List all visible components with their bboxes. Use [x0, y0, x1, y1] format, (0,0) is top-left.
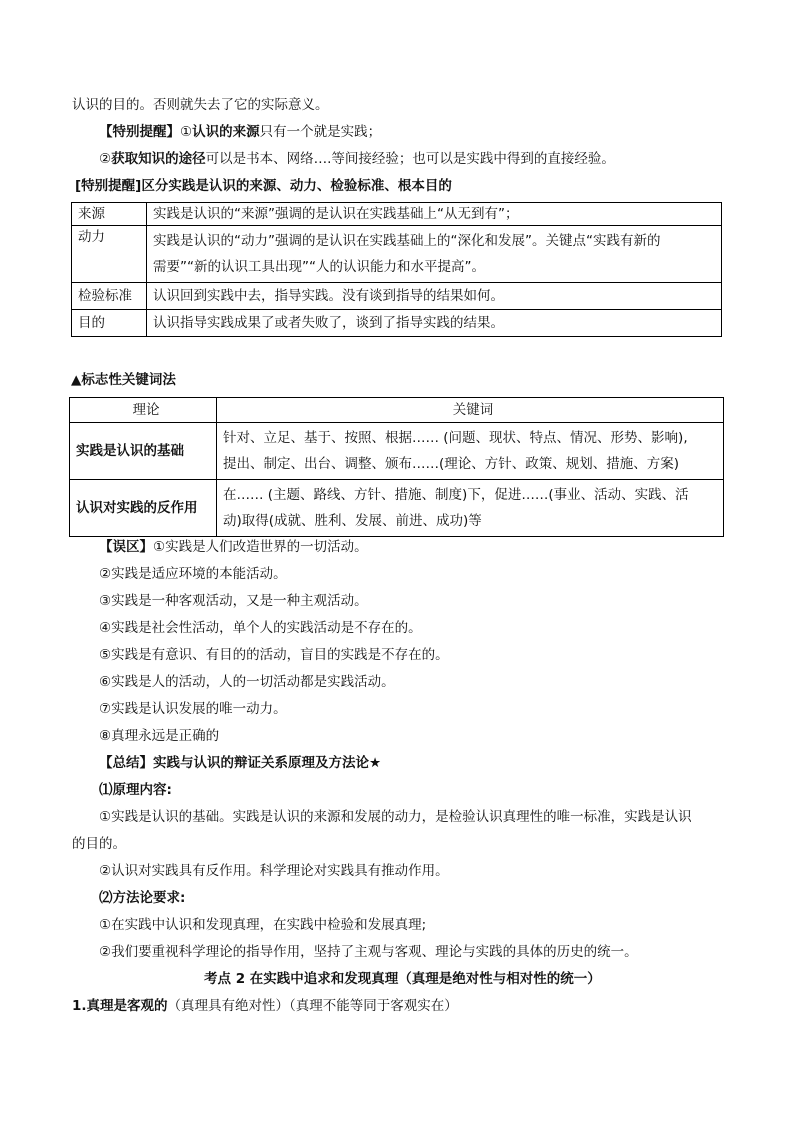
keyword-table	[69, 397, 724, 537]
table-row	[70, 480, 724, 537]
method-point-1: ①在实践中认识和发现真理，在实践中检验和发展真理;	[99, 917, 427, 933]
special-reminder-2: ②获取知识的途径可以是书本、网络….等间接经验；也可以是实践中得到的直接经验。	[99, 151, 615, 167]
table-value-cell: 实践是认识的“动力”强调的是认识在实践基础上的“深化和发展”。关键点“实践有新的 需要”“新的认识工具出现”“人的认识能力和水平提高”。	[147, 226, 722, 283]
column-header-keywords: 关键词	[217, 398, 724, 423]
table-value-cell: 实践是认识的“来源”强调的是认识在实践基础上“从无到有”；	[147, 203, 722, 226]
misconception-label: 【误区】	[99, 539, 153, 555]
distinguish-table	[71, 202, 722, 337]
special-reminder-1: 【特别提醒】①认识的来源只有一个就是实践；	[99, 124, 382, 140]
misconception-item: ⑧真理永远是正确的	[99, 728, 220, 744]
exam-point-heading: 考点 2 在实践中追求和发现真理（真理是绝对性与相对性的统一）	[204, 971, 601, 987]
table-key-cell: 认识对实践的反作用	[70, 480, 217, 537]
table-value-cell: 在…… (主题、路线、方针、措施、制度)下，促进……(事业、活动、实践、活 动)取得(成就、胜利、发展、前进、成功)等	[217, 480, 724, 537]
principle-heading: ⑴原理内容:	[99, 782, 172, 798]
misconception-item: ⑦实践是认识发展的唯一动力。	[99, 701, 287, 717]
table-value-cell: 认识回到实践中去，指导实践。没有谈到指导的结果如何。	[147, 283, 722, 310]
table-row	[72, 226, 722, 283]
table-key-cell: 实践是认识的基础	[70, 423, 217, 480]
table-value-cell: 认识指导实践成果了或者失败了，谈到了指导实践的结果。	[147, 310, 722, 337]
table-header-row	[70, 398, 724, 423]
column-header-theory: 理论	[70, 398, 217, 423]
table-row	[72, 310, 722, 337]
misconception-item: ④实践是社会性活动，单个人的实践活动是不存在的。	[99, 620, 422, 636]
misconception-item: ②实践是适应环境的本能活动。	[99, 566, 287, 582]
table-row	[70, 423, 724, 480]
table-key-cell: 来源	[72, 203, 147, 226]
misconception-item: ⑤实践是有意识、有目的的活动，盲目的实践是不存在的。	[99, 647, 449, 663]
method-point-2: ②我们要重视科学理论的指导作用，坚持了主观与客观、理论与实践的具体的历史的统一。	[99, 944, 638, 960]
misconception-item: ⑥实践是人的活动，人的一切活动都是实践活动。	[99, 674, 395, 690]
misconception-item: ③实践是一种客观活动，又是一种主观活动。	[99, 593, 368, 609]
reminder-label: 【特别提醒】	[99, 124, 180, 140]
summary-label: 【总结】	[99, 755, 153, 771]
principle-point-1-cont: 的目的。	[72, 836, 126, 852]
principle-point-1: ①实践是认识的基础。实践是认识的来源和发展的动力，是检验认识真理性的唯一标准，实践是认识	[99, 809, 692, 825]
table-row	[72, 203, 722, 226]
table-key-cell: 检验标准	[72, 283, 147, 310]
table-row	[72, 283, 722, 310]
table-value-cell: 针对、立足、基于、按照、根据…… (问题、现状、特点、情况、形势、影响), 提出、制定、出台、调整、颁布……(理论、方针、政策、规划、措施、方案)	[217, 423, 724, 480]
point-1-heading: 1.真理是客观的（真理具有绝对性）（真理不能等同于客观实在）	[72, 998, 458, 1014]
principle-point-2: ②认识对实践具有反作用。科学理论对实践具有推动作用。	[99, 863, 449, 879]
table-key-cell: 目的	[72, 310, 147, 337]
intro-paragraph: 认识的目的。否则就失去了它的实际意义。	[72, 97, 329, 113]
misconception-item: 【误区】①实践是人们改造世界的一切活动。	[99, 539, 368, 555]
section-heading-keywords: ▲标志性关键词法	[71, 372, 176, 388]
summary-heading: 【总结】实践与认识的辩证关系原理及方法论★	[99, 755, 382, 771]
table-key-cell: 动力	[72, 226, 147, 283]
section-heading-distinguish: [特别提醒]区分实践是认识的来源、动力、检验标准、根本目的	[75, 178, 452, 194]
method-heading: ⑵方法论要求:	[99, 890, 186, 906]
